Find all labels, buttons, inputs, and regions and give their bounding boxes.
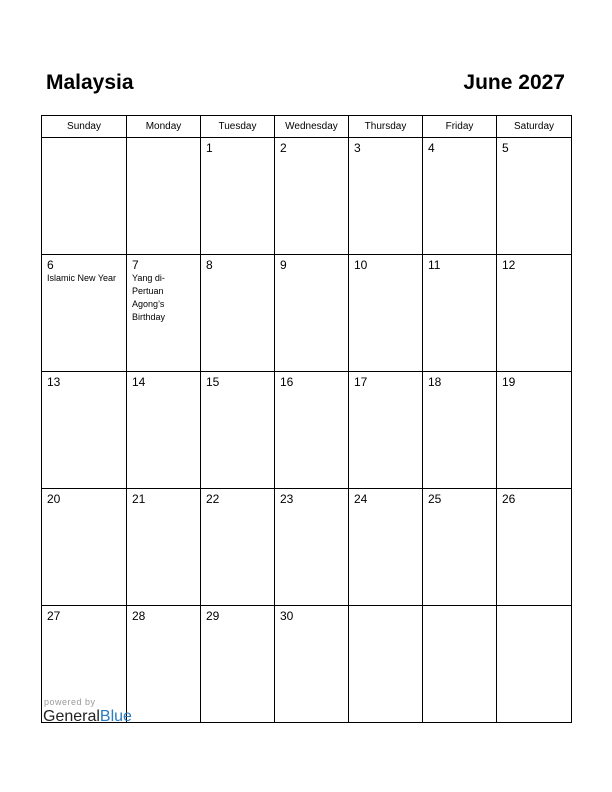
day-number: 16 xyxy=(280,375,294,389)
day-number: 6 xyxy=(47,258,54,272)
day-cell xyxy=(349,606,423,723)
day-number: 14 xyxy=(132,375,146,389)
country-title: Malaysia xyxy=(46,71,134,94)
day-cell xyxy=(42,138,127,255)
calendar-grid xyxy=(41,115,572,723)
day-number: 24 xyxy=(354,492,368,506)
week-row xyxy=(42,489,572,606)
week-row xyxy=(42,138,572,255)
day-cell xyxy=(201,372,275,489)
weekday-monday: Monday xyxy=(127,116,201,138)
day-cell xyxy=(497,606,572,723)
day-cell xyxy=(349,138,423,255)
weekday-header-row xyxy=(42,116,572,138)
day-cell xyxy=(201,489,275,606)
weekday-sunday: Sunday xyxy=(42,116,127,138)
day-number: 7 xyxy=(132,258,139,272)
day-number: 4 xyxy=(428,141,435,155)
day-cell xyxy=(349,372,423,489)
day-number: 27 xyxy=(47,609,61,623)
day-number: 5 xyxy=(502,141,509,155)
day-number: 9 xyxy=(280,258,287,272)
day-number: 19 xyxy=(502,375,516,389)
day-cell xyxy=(127,138,201,255)
weekday-friday: Friday xyxy=(423,116,497,138)
day-cell xyxy=(497,255,572,372)
holiday-label: Yang di-Pertuan Agong’s Birthday xyxy=(132,273,166,322)
day-number: 1 xyxy=(206,141,213,155)
day-number: 30 xyxy=(280,609,294,623)
day-number: 29 xyxy=(206,609,220,623)
day-cell xyxy=(349,255,423,372)
day-cell xyxy=(201,255,275,372)
day-number: 15 xyxy=(206,375,220,389)
week-row xyxy=(42,372,572,489)
brand-part-blue: Blue xyxy=(99,708,132,725)
day-cell xyxy=(423,372,497,489)
day-cell xyxy=(497,372,572,489)
day-number: 28 xyxy=(132,609,146,623)
day-number: 26 xyxy=(502,492,516,506)
day-number: 13 xyxy=(47,375,61,389)
day-cell xyxy=(275,606,349,723)
day-cell xyxy=(127,372,201,489)
day-cell xyxy=(127,489,201,606)
day-number: 10 xyxy=(354,258,368,272)
day-cell xyxy=(497,489,572,606)
day-number: 18 xyxy=(428,375,442,389)
day-cell xyxy=(349,489,423,606)
day-number: 22 xyxy=(206,492,220,506)
day-cell xyxy=(275,372,349,489)
day-cell xyxy=(201,606,275,723)
day-number: 25 xyxy=(428,492,442,506)
day-cell xyxy=(423,255,497,372)
holiday-label: Islamic New Year xyxy=(47,273,117,283)
day-number: 23 xyxy=(280,492,294,506)
day-cell xyxy=(497,138,572,255)
day-cell xyxy=(42,255,127,372)
day-number: 17 xyxy=(354,375,368,389)
day-cell xyxy=(423,606,497,723)
day-cell xyxy=(423,489,497,606)
day-number: 21 xyxy=(132,492,146,506)
day-cell xyxy=(42,372,127,489)
day-number: 20 xyxy=(47,492,61,506)
day-cell xyxy=(275,489,349,606)
month-year-title: June 2027 xyxy=(463,71,565,94)
day-number: 3 xyxy=(354,141,361,155)
weekday-thursday: Thursday xyxy=(349,116,423,138)
brand-part-general: General xyxy=(43,708,100,725)
day-cell xyxy=(275,255,349,372)
day-cell xyxy=(423,138,497,255)
day-cell xyxy=(127,255,201,372)
weekday-saturday: Saturday xyxy=(497,116,572,138)
day-cell xyxy=(42,489,127,606)
day-number: 2 xyxy=(280,141,287,155)
footer-branding xyxy=(43,697,132,726)
day-cell xyxy=(127,606,201,723)
week-row xyxy=(42,255,572,372)
weekday-tuesday: Tuesday xyxy=(201,116,275,138)
day-number: 12 xyxy=(502,258,516,272)
day-number: 11 xyxy=(428,258,441,272)
powered-by-label: powered by xyxy=(44,697,96,707)
generalblue-logo[interactable] xyxy=(43,708,132,726)
day-cell xyxy=(201,138,275,255)
weekday-wednesday: Wednesday xyxy=(275,116,349,138)
day-cell xyxy=(275,138,349,255)
day-number: 8 xyxy=(206,258,213,272)
